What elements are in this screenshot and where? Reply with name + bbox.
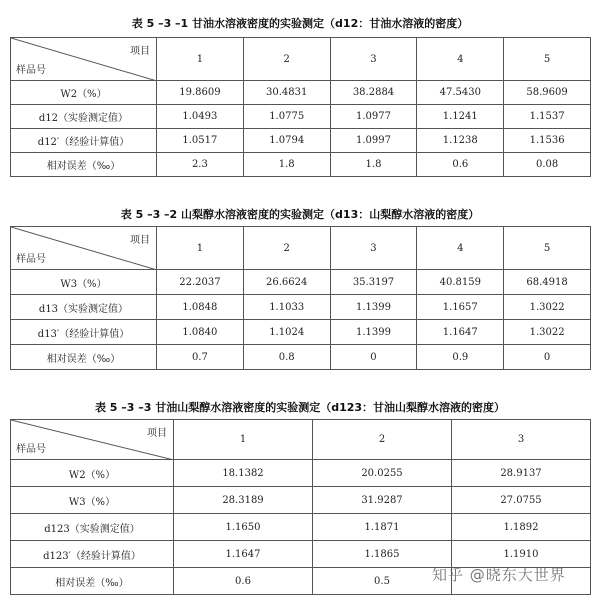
header-item-label: 项目 [130,235,150,246]
table-row [11,345,591,370]
table-cell: 1.0848 [157,295,244,320]
table-cell: 35.3197 [330,270,417,295]
table-cell: 68.4918 [504,270,591,295]
table-cell: 1.1650 [174,514,313,541]
table-cell: 1.1033 [243,295,330,320]
table-cell: 1.3022 [504,320,591,345]
table-cell: 0.9 [417,345,504,370]
table-header-row [11,420,591,460]
table-cell: 1.1399 [330,295,417,320]
table-cell: 1.1241 [417,105,504,129]
row-label: W2（%） [11,460,174,487]
table-cell: 1.0794 [243,129,330,153]
column-header: 4 [417,38,504,81]
table-row [11,514,591,541]
column-header: 4 [417,227,504,270]
table-cell: 1.1871 [313,514,452,541]
table-cell: 1.1892 [452,514,591,541]
row-label: 相对误差（‰） [11,345,157,370]
row-label: W3（%） [11,487,174,514]
table-cell: 1.0977 [330,105,417,129]
table-cell: 1.1537 [504,105,591,129]
table-cell: 28.3189 [174,487,313,514]
column-header: 5 [504,227,591,270]
table-row [11,460,591,487]
diagonal-header-cell [11,420,174,460]
table-cell: 0.7 [157,345,244,370]
row-label: d13′（经验计算值） [11,320,157,345]
row-label: 相对误差（‰） [11,153,157,177]
row-label: d12′（经验计算值） [11,129,157,153]
table-cell: 1.3022 [504,295,591,320]
table-row [11,487,591,514]
zhihu-watermark: 知乎 @晓东大世界 [432,566,566,584]
table-cell: 1.0997 [330,129,417,153]
table-cell: 0.6 [417,153,504,177]
row-label: d12（实验测定值） [11,105,157,129]
table-cell: 28.9137 [452,460,591,487]
table-row [11,295,591,320]
column-header: 2 [243,227,330,270]
row-label: d123′（经验计算值） [11,541,174,568]
table-cell: 1.1865 [313,541,452,568]
table-cell: 1.8 [243,153,330,177]
table-cell: 18.1382 [174,460,313,487]
table-cell: 1.1910 [452,541,591,568]
table-cell: 0.6 [174,568,313,595]
header-item-label: 项目 [130,46,150,57]
table-header-row [11,38,591,81]
table-cell: 0 [504,345,591,370]
table-cell: 1.1024 [243,320,330,345]
table2-caption: 表 5 –3 –2 山梨醇水溶液密度的实验测定（d13：山梨醇水溶液的密度） [120,208,480,221]
row-label: d123（实验测定值） [11,514,174,541]
table1-caption: 表 5 –3 –1 甘油水溶液密度的实验测定（d12：甘油水溶液的密度） [131,17,469,30]
header-sample-label: 样品号 [16,444,46,455]
table-cell: 47.5430 [417,81,504,105]
table-cell: 19.8609 [157,81,244,105]
table-cell: 38.2884 [330,81,417,105]
table-cell: 0.8 [243,345,330,370]
table-cell: 1.8 [330,153,417,177]
table-cell: 20.0255 [313,460,452,487]
table-row [11,153,591,177]
table-cell: 1.1647 [174,541,313,568]
table-cell: 26.6624 [243,270,330,295]
table-cell: 1.0840 [157,320,244,345]
row-label: d13（实验测定值） [11,295,157,320]
table-row [11,320,591,345]
table-cell: 0 [330,345,417,370]
column-header: 2 [313,420,452,460]
table-cell: 40.8159 [417,270,504,295]
table-row [11,105,591,129]
table-cell: 27.0755 [452,487,591,514]
column-header: 3 [330,38,417,81]
table-cell: 58.9609 [504,81,591,105]
diagonal-header-cell [11,227,157,270]
table-cell: 30.4831 [243,81,330,105]
table-row [11,270,591,295]
header-sample-label: 样品号 [16,254,46,265]
table-cell: 1.1647 [417,320,504,345]
table-cell: 1.0517 [157,129,244,153]
table-cell: 1.1536 [504,129,591,153]
header-sample-label: 样品号 [16,65,46,76]
header-item-label: 项目 [147,428,167,439]
table3-caption: 表 5 –3 –3 甘油山梨醇水溶液密度的实验测定（d123：甘油山梨醇水溶液的密度） [94,401,506,414]
table-row [11,81,591,105]
column-header: 1 [157,227,244,270]
table-cell: 1.0775 [243,105,330,129]
table-glycerol [10,37,591,177]
table-cell: 1.1399 [330,320,417,345]
table-cell: 1.1238 [417,129,504,153]
column-header: 3 [452,420,591,460]
table-cell: 0.08 [504,153,591,177]
table-header-row [11,227,591,270]
column-header: 5 [504,38,591,81]
column-header: 3 [330,227,417,270]
column-header: 2 [243,38,330,81]
row-label: W3（%） [11,270,157,295]
table-cell: 2.3 [157,153,244,177]
table-cell: 22.2037 [157,270,244,295]
column-header: 1 [174,420,313,460]
table-cell: 1.1657 [417,295,504,320]
diagonal-header-cell [11,38,157,81]
row-label: W2（%） [11,81,157,105]
table-cell: 1.0493 [157,105,244,129]
row-label: 相对误差（‰） [11,568,174,595]
table-row [11,129,591,153]
column-header: 1 [157,38,244,81]
table-sorbitol [10,226,591,370]
table-cell: 0.5 [313,568,452,595]
table-cell: 31.9287 [313,487,452,514]
